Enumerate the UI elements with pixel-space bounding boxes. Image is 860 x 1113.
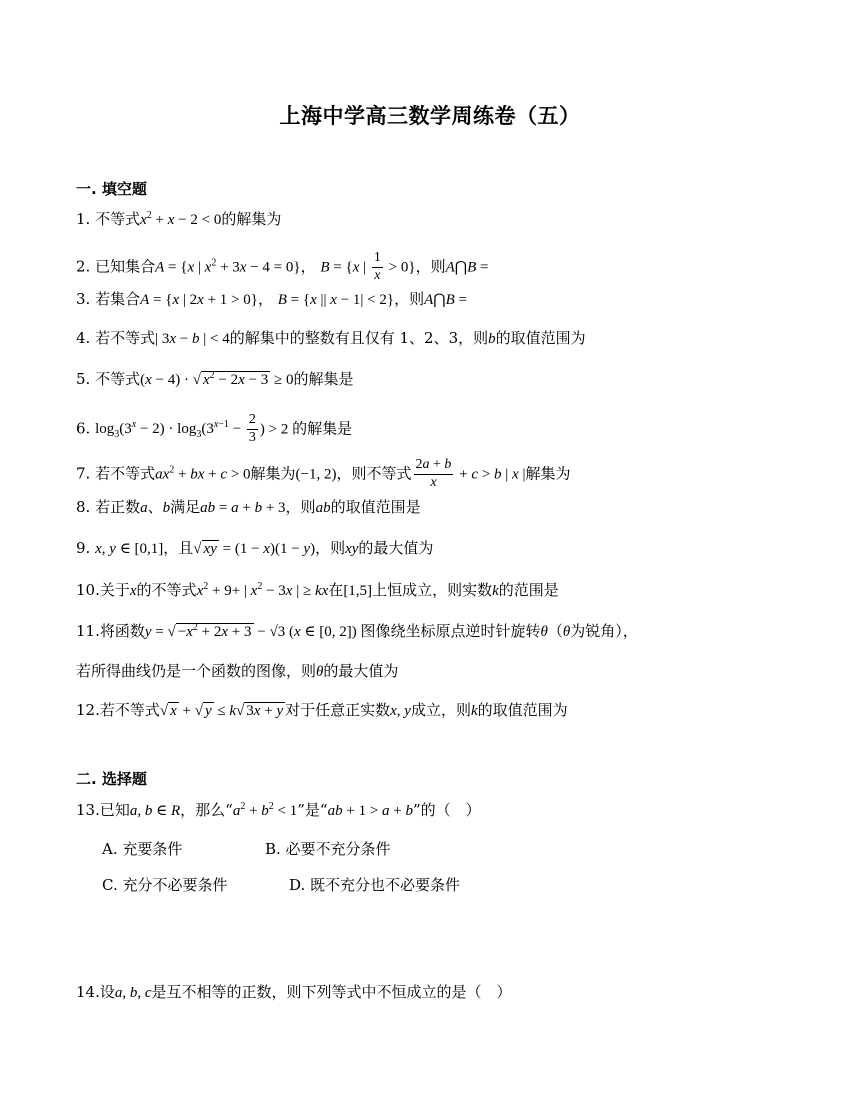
question-6: 6. $\log_3(3^x - 2) \cdot \log_3(3^{x-1}$ − $\frac{2}{3}$ ) > 2 的解集是: [76, 412, 353, 445]
question-2: 2. 已知集合A = {x | $x^2 + 3x - 4 = 0$}， B = {x | $\frac{1}{x}$ > 0}，则A⋂B =: [76, 250, 489, 283]
question-12: 12.若不等式√ x + √ y ≤ k√ 3x + y 对于任意正实数x, y成立，则k的取值范围为: [76, 701, 568, 719]
section-fill-in: 一. 填空题: [76, 180, 147, 198]
question-5: 5. 不等式(x − 4) · √ $x^2 - 2x - 3 \ge 0$的解集是: [76, 370, 354, 388]
question-14: 14.设a, b, c是互不相等的正数，则下列等式中不恒成立的是（ ）: [76, 983, 512, 1001]
question-11-line-2: 若所得曲线仍是一个函数的图像，则θ的最大值为: [76, 662, 399, 680]
question-8: 8. 若正数a、b满足ab = a + b + 3，则ab的取值范围是: [76, 498, 421, 516]
question-1: 1. 不等式$x^2 + x - 2 < 0$的解集为: [76, 210, 282, 228]
option-a: A. 充要条件: [102, 840, 183, 858]
question-13: 13.已知a, b ∈ R，那么“$a^2 + b^2 < 1$”是“ab + 1 > a + b”的（ ）: [76, 801, 481, 819]
section-multiple-choice: 二. 选择题: [76, 770, 147, 788]
question-4: 4. 若不等式| 3x − b | < 4的解集中的整数有且仅有 1、2、3，则b的取值范围为: [76, 329, 586, 347]
question-3: 3. 若集合A = {x | 2x + 1 > 0}， B = {x || x − 1| < 2}，则A⋂B =: [76, 290, 467, 308]
option-c: C. 充分不必要条件: [102, 876, 228, 894]
option-d: D. 既不充分也不必要条件: [289, 876, 461, 894]
question-7: 7. 若不等式$ax^2$ + bx + c > 0解集为(−1, 2)，则不等式 $\frac{2a + b}{x}$ + c > b | x |解集为: [76, 457, 571, 490]
question-11: 11.将函数y = √ $-x^2 + 2x + 3 - √3$ (x ∈ [0, 2]) 图像绕坐标原点逆时针旋转θ（θ为锐角），: [76, 622, 638, 640]
option-b: B. 必要不充分条件: [265, 840, 391, 858]
question-10: 10.关于x的不等式$x^2 + 9+$ | $x^2 - 3x$ | ≥ kx在[1,5]上恒成立，则实数k的范围是: [76, 581, 559, 599]
page-title: 上海中学高三数学周练卷（五）: [279, 103, 581, 128]
question-9: 9. x, y ∈ [0,1]，且√ xy = (1 − x)(1 − y)，则xy的最大值为: [76, 539, 434, 557]
